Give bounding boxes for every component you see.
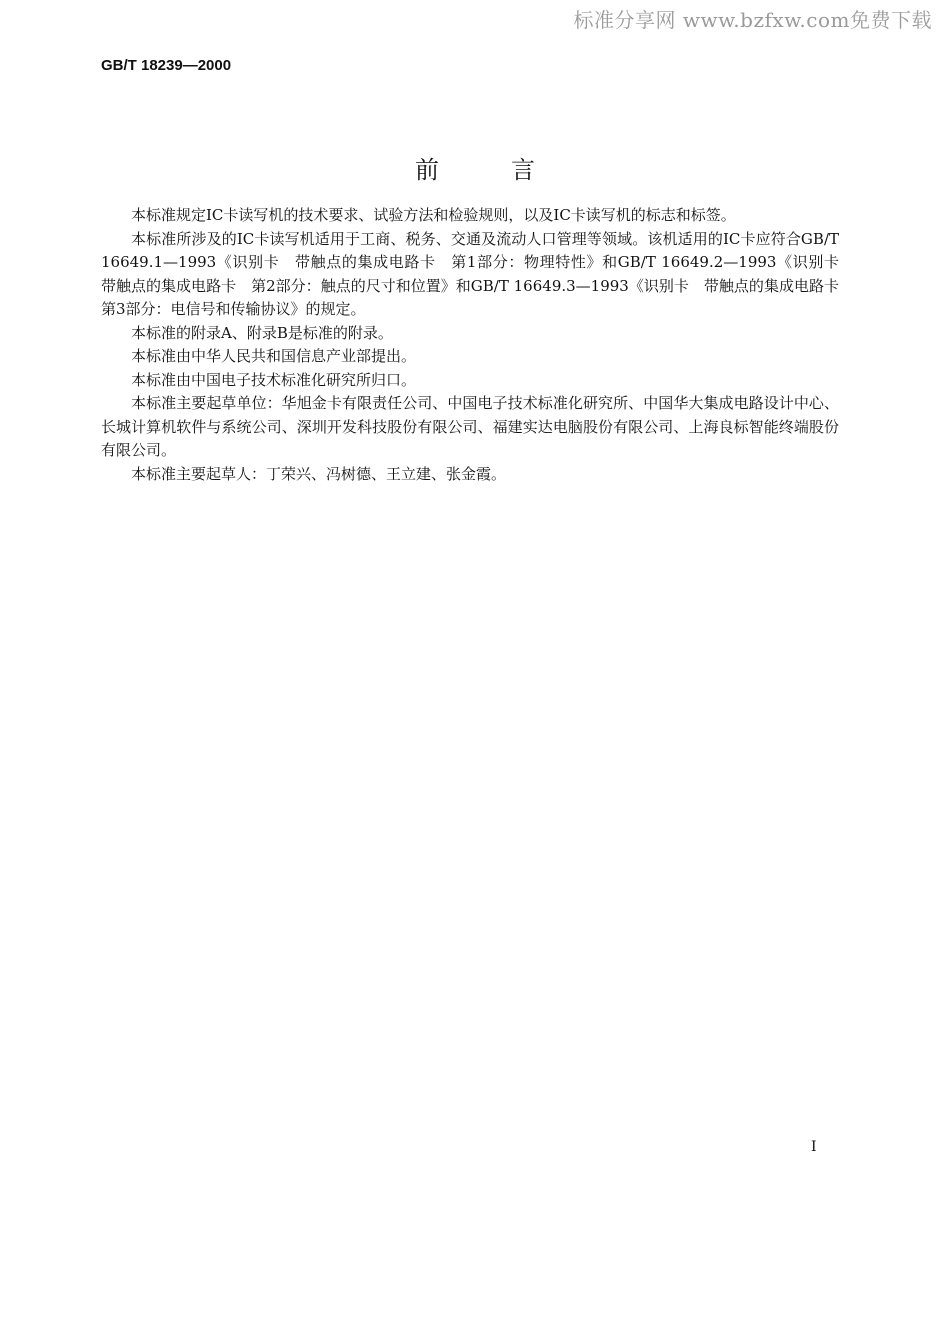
paragraph-drafters: 本标准主要起草人：丁荣兴、冯树德、王立建、张金霞。	[131, 464, 507, 483]
watermark-text: 标准分享网 www.bzfxw.com免费下载	[573, 8, 932, 32]
paragraph-administrator: 本标准由中国电子技术标准化研究所归口。	[131, 370, 417, 389]
foreword-body	[101, 204, 855, 486]
paragraph-applicability: 本标准所涉及的IC卡读写机适用于工商、税务、交通及流动人口管理等领域。该机适用的IC卡应符合GB/T 16649.1—1993《识别卡 带触点的集成电路卡 第1部分：物理特性》和GB/T 16649.2—1993《识别卡 带触点的集成电路卡 第2部分：触点的尺寸和位置》和GB/T 16649.3—1993《识别卡 带触点的集成电路卡 第3部分：电信号和传输协议》的规定。	[101, 229, 855, 318]
paragraph-scope: 本标准规定IC卡读写机的技术要求、试验方法和检验规则，以及IC卡读写机的标志和标签。	[131, 206, 736, 224]
page-number: I	[811, 1139, 817, 1155]
standard-code-header: GB/T 18239—2000	[101, 57, 232, 74]
page-title: 前言	[415, 156, 607, 184]
paragraph-drafting-units: 本标准主要起草单位：华旭金卡有限责任公司、中国电子技术标准化研究所、中国华大集成电路设计中心、长城计算机软件与系统公司、深圳开发科技股份有限公司、福建实达电脑股份有限公司、上海良标智能终端股份有限公司。	[101, 394, 839, 459]
paragraph-proposer: 本标准由中华人民共和国信息产业部提出。	[131, 347, 417, 365]
paragraph-appendix: 本标准的附录A、附录B是标准的附录。	[131, 323, 393, 342]
